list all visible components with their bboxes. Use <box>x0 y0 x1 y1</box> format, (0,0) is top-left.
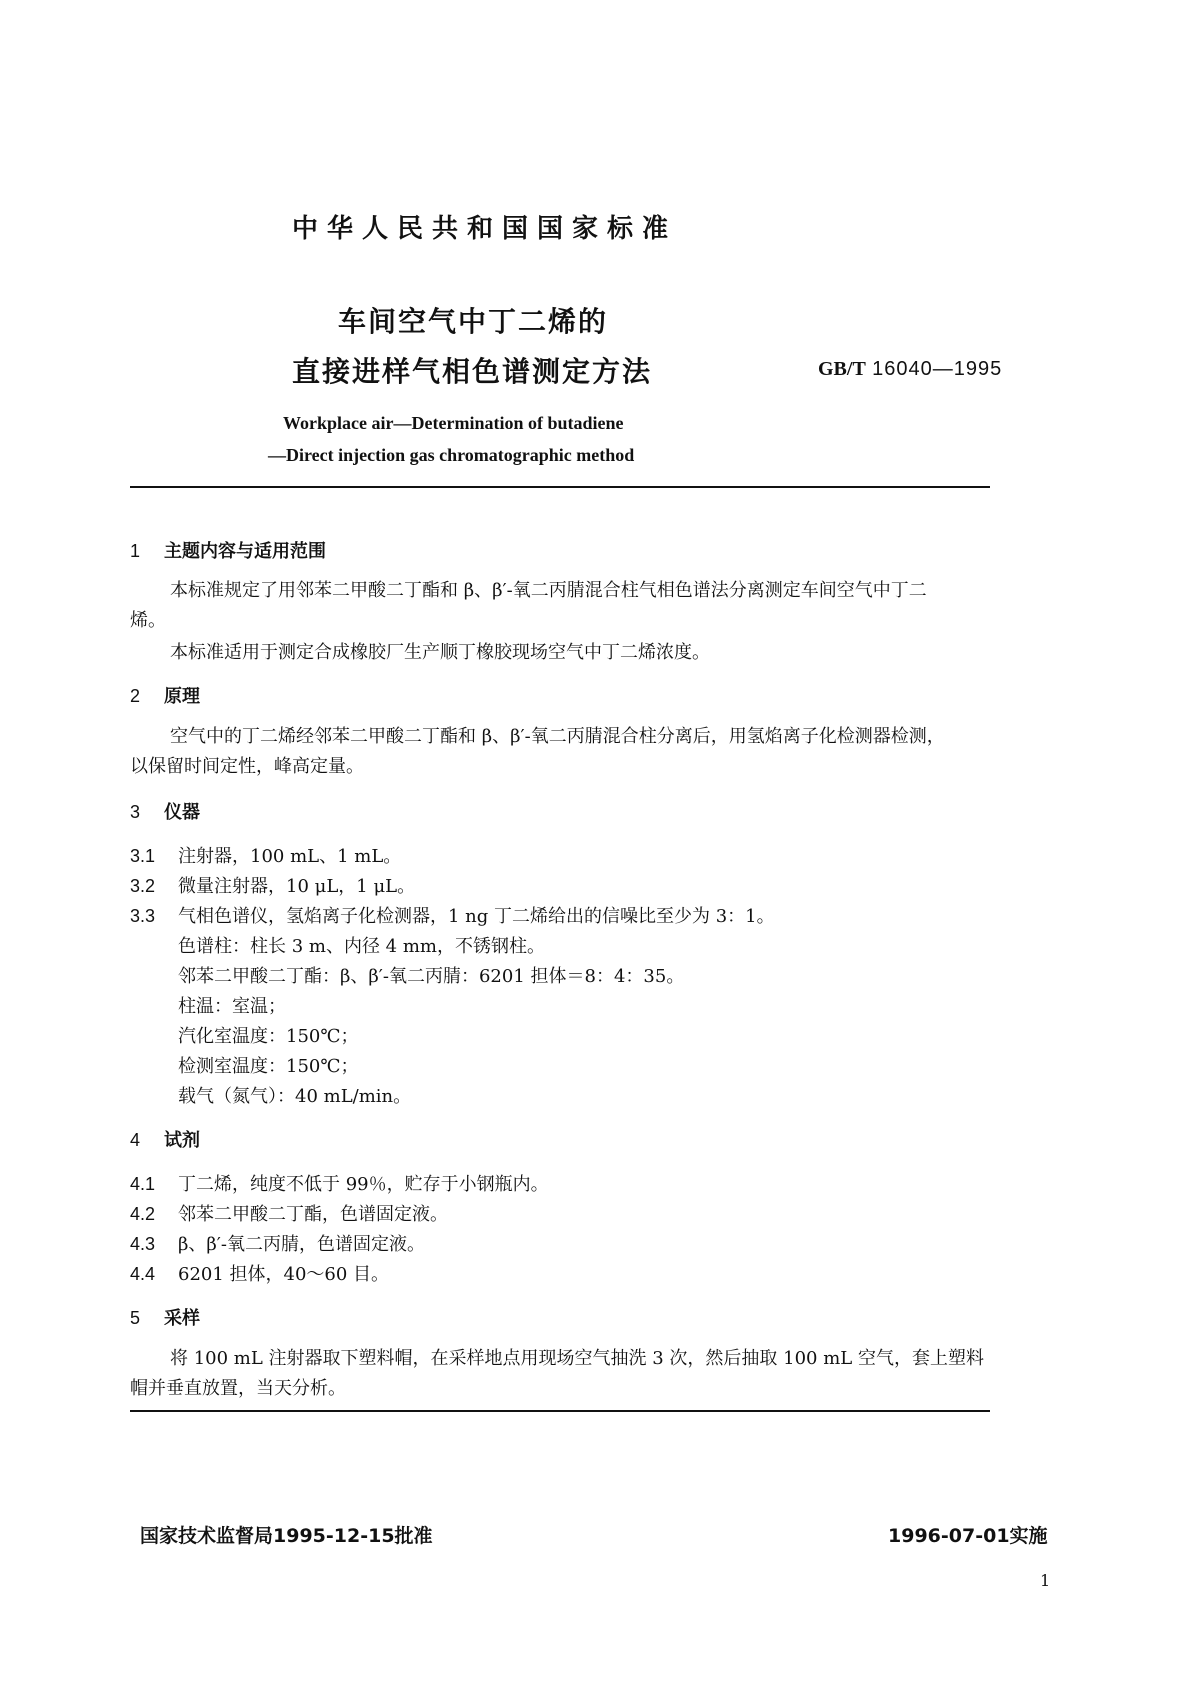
item-4-1 <box>130 1170 549 1196</box>
item-3-2 <box>130 872 415 898</box>
section-number: 4 <box>130 1130 141 1150</box>
section-4-heading <box>130 1126 200 1152</box>
national-standard-header: 中华人民共和国国家标准 <box>292 214 678 244</box>
gc-column-temperature: 柱温：室温； <box>178 996 286 1017</box>
item-number: 4.3 <box>130 1234 156 1254</box>
section-title: 主题内容与适用范围 <box>164 541 326 562</box>
gc-stationary-phase-ratio: 邻苯二甲酸二丁酯：β、β′-氧二丙腈：6201 担体＝8：4：35。 <box>178 966 685 987</box>
section-2-paragraph-line2: 以保留时间定性，峰高定量。 <box>130 756 364 777</box>
english-title-line2: —Direct injection gas chromatographic method <box>268 445 635 465</box>
item-number: 3.1 <box>130 846 156 866</box>
section-3-heading <box>130 798 200 824</box>
approval-date: 国家技术监督局1995-12-15批准 <box>140 1525 433 1547</box>
section-5-paragraph-line1: 将 100 mL 注射器取下塑料帽，在采样地点用现场空气抽洗 3 次，然后抽取 100 mL 空气，套上塑料 <box>170 1348 984 1369</box>
item-4-4 <box>130 1260 389 1286</box>
standard-code-number: 16040—1995 <box>872 358 1003 380</box>
item-number: 4.4 <box>130 1264 156 1284</box>
item-3-1 <box>130 842 401 868</box>
page-number: 1 <box>1040 1571 1051 1590</box>
document-title-line1: 车间空气中丁二烯的 <box>338 305 609 338</box>
section-1-paragraph-1-line1: 本标准规定了用邻苯二甲酸二丁酯和 β、β′-氧二丙腈混合柱气相色谱法分离测定车间空气中丁二 <box>170 580 927 601</box>
standard-code-prefix: GB/T <box>818 358 866 380</box>
section-5-heading <box>130 1304 200 1330</box>
section-number: 5 <box>130 1308 141 1328</box>
section-title: 试剂 <box>164 1130 200 1151</box>
item-text: β、β′-氧二丙腈，色谱固定液。 <box>178 1234 425 1255</box>
section-1-heading <box>130 537 326 563</box>
item-3-3 <box>130 902 775 928</box>
section-2-paragraph-line1: 空气中的丁二烯经邻苯二甲酸二丁酯和 β、β′-氧二丙腈混合柱分离后，用氢焰离子化检测器检测， <box>170 726 945 747</box>
item-number: 4.1 <box>130 1174 156 1194</box>
section-2-heading <box>130 682 200 708</box>
english-title-line1: Workplace air—Determination of butadiene <box>283 413 624 433</box>
item-text: 邻苯二甲酸二丁酯，色谱固定液。 <box>178 1204 448 1225</box>
item-text: 气相色谱仪，氢焰离子化检测器，1 ng 丁二烯给出的信噪比至少为 3：1。 <box>178 906 775 927</box>
standard-code <box>818 356 1002 381</box>
item-number: 3.2 <box>130 876 156 896</box>
footer-divider <box>130 1410 990 1412</box>
section-title: 仪器 <box>164 802 200 823</box>
item-text: 注射器，100 mL、1 mL。 <box>178 846 402 867</box>
item-4-2 <box>130 1200 448 1226</box>
gc-carrier-gas: 载气（氮气）：40 mL/min。 <box>178 1086 412 1107</box>
gc-vaporizer-temperature: 汽化室温度：150℃； <box>178 1026 359 1047</box>
section-title: 原理 <box>164 686 200 707</box>
item-number: 4.2 <box>130 1204 156 1224</box>
item-4-3 <box>130 1230 425 1256</box>
gc-detector-temperature: 检测室温度：150℃； <box>178 1056 359 1077</box>
gc-column-detail: 色谱柱：柱长 3 m、内径 4 mm，不锈钢柱。 <box>178 936 545 957</box>
section-1-paragraph-1-line2: 烯。 <box>130 610 166 631</box>
item-number: 3.3 <box>130 906 156 926</box>
section-number: 2 <box>130 686 141 706</box>
item-text: 微量注射器，10 μL，1 μL。 <box>178 876 416 897</box>
section-5-paragraph-line2: 帽并垂直放置，当天分析。 <box>130 1378 346 1399</box>
section-number: 1 <box>130 541 141 561</box>
header-divider <box>130 486 990 488</box>
section-1-paragraph-2: 本标准适用于测定合成橡胶厂生产顺丁橡胶现场空气中丁二烯浓度。 <box>170 642 710 663</box>
effective-date: 1996-07-01实施 <box>888 1525 1048 1547</box>
section-title: 采样 <box>164 1308 200 1329</box>
item-text: 6201 担体，40～60 目。 <box>178 1264 390 1285</box>
section-number: 3 <box>130 802 141 822</box>
item-text: 丁二烯，纯度不低于 99％，贮存于小钢瓶内。 <box>178 1174 549 1195</box>
document-title-line2: 直接进样气相色谱测定方法 <box>292 355 653 388</box>
